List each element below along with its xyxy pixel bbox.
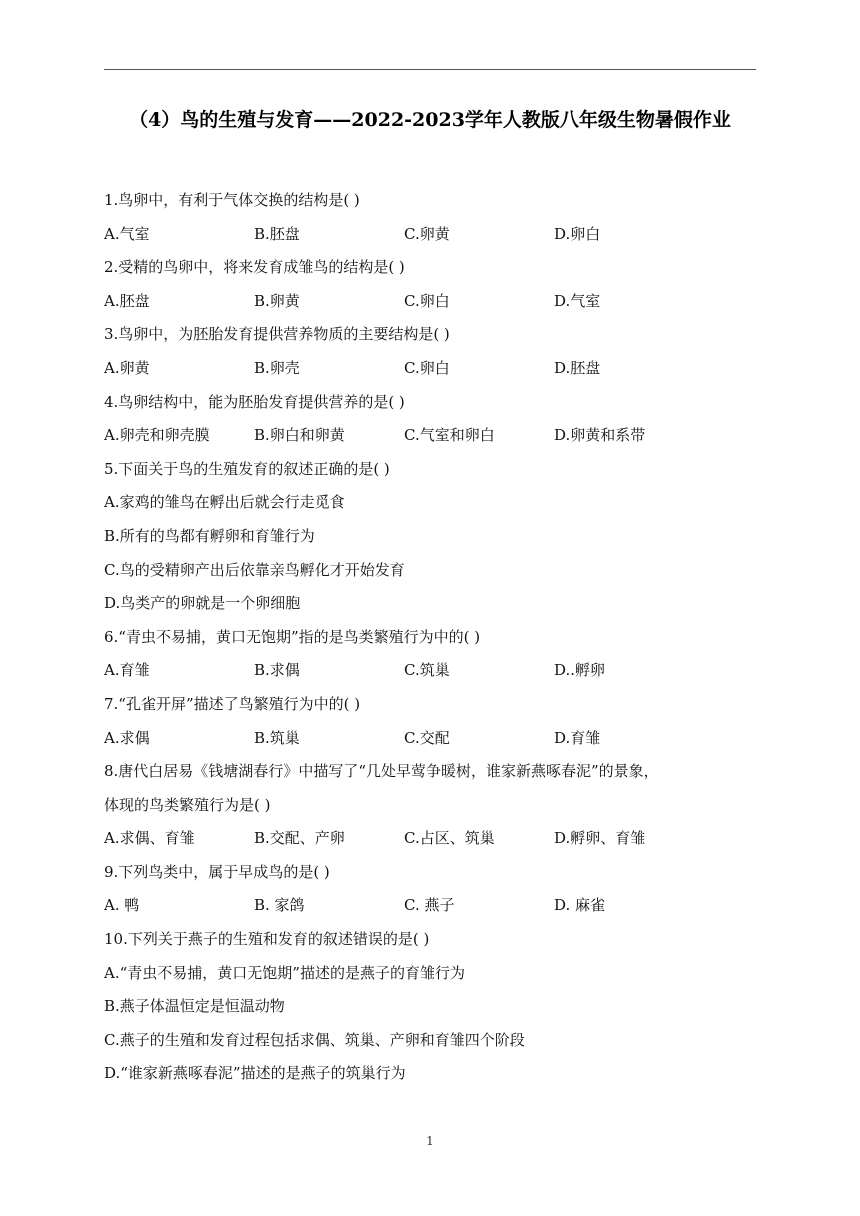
option-b: B.筑巢 [254,728,300,747]
question-stem: 5.下面关于鸟的生殖发育的叙述正确的是( ) [104,459,390,478]
option-d: D. 麻雀 [554,896,606,915]
question-stem: 7.“孔雀开屏”描述了鸟繁殖行为中的( ) [104,694,361,713]
option-a: A.胚盘 [104,291,150,310]
option-c: C.卵白 [404,358,450,377]
option-d: D.卵黄和系带 [554,426,646,445]
option-d: D.孵卵、育雏 [554,829,646,848]
option-b: B.卵黄 [254,291,300,310]
option-row [104,822,756,856]
option-d: D.卵白 [554,224,601,243]
question-stem: 8.唐代白居易《钱塘湖春行》中描写了“几处早莺争暖树，谁家新燕啄春泥”的景象， [104,762,659,781]
question-stem: 9.下列鸟类中，属于早成鸟的是( ) [104,862,330,881]
option-c: C.卵黄 [404,224,450,243]
option-a: A.气室 [104,224,150,243]
option-b: B.求偶 [254,661,300,680]
question-stem: 1.鸟卵中，有利于气体交换的结构是( ) [104,191,360,209]
option-b: B.胚盘 [254,224,300,243]
document-title: （4）鸟的生殖与发育——2022-2023学年人教版八年级生物暑假作业 [129,109,731,131]
option-c: C.筑巢 [404,661,450,680]
option-c: C.占区、筑巢 [404,829,495,848]
option-a: A.求偶、育雏 [104,829,195,848]
option-row [104,218,756,252]
question-stem: 2.受精的鸟卵中，将来发育成雏鸟的结构是( ) [104,258,405,277]
option-a: A.育雏 [104,661,150,680]
option-a: A.求偶 [104,728,150,747]
option-c: C.燕子的生殖和发育过程包括求偶、筑巢、产卵和育雏四个阶段 [104,1030,525,1049]
option-d: D.气室 [554,291,601,310]
question-stem-continued: 体现的鸟类繁殖行为是( ) [104,795,271,814]
option-b: B.所有的鸟都有孵卵和育雏行为 [104,526,315,545]
option-b: B.卵白和卵黄 [254,426,345,445]
option-row [104,352,756,386]
question-list [104,184,756,1091]
option-row [104,889,756,923]
option-row [104,722,756,756]
option-d: D.“谁家新燕啄春泥”描述的是燕子的筑巢行为 [104,1064,406,1083]
option-d: D.胚盘 [554,358,601,377]
option-a: A.卵壳和卵壳膜 [104,426,210,445]
option-a: A. 鸭 [104,896,140,915]
option-row [104,285,756,319]
question-stem: 4.鸟卵结构中，能为胚胎发育提供营养的是( ) [104,392,405,411]
option-c: C.交配 [404,728,450,747]
header-rule [104,69,756,70]
question-stem: 6.“青虫不易捕，黄口无饱期”指的是鸟类繁殖行为中的( ) [104,627,481,646]
option-d: D..孵卵 [554,661,606,680]
question-stem: 3.鸟卵中，为胚胎发育提供营养物质的主要结构是( ) [104,325,450,344]
option-d: D.育雏 [554,728,601,747]
option-c: C.卵白 [404,291,450,310]
option-c: C. 燕子 [404,896,455,915]
page-number: 1 [426,1134,434,1148]
option-c: C.鸟的受精卵产出后依靠亲鸟孵化才开始发育 [104,560,405,579]
option-d: D.鸟类产的卵就是一个卵细胞 [104,594,301,613]
option-b: B.卵壳 [254,358,300,377]
option-row [104,419,756,453]
option-a: A.卵黄 [104,358,150,377]
option-b: B.交配、产卵 [254,829,345,848]
option-a: A.“青虫不易捕，黄口无饱期”描述的是燕子的育雏行为 [104,963,465,982]
option-a: A.家鸡的雏鸟在孵出后就会行走觅食 [104,493,345,512]
option-row [104,654,756,688]
question-stem: 10.下列关于燕子的生殖和发育的叙述错误的是( ) [104,930,430,949]
option-b: B.燕子体温恒定是恒温动物 [104,997,285,1016]
option-b: B. 家鸽 [254,896,305,915]
option-c: C.气室和卵白 [404,426,495,445]
